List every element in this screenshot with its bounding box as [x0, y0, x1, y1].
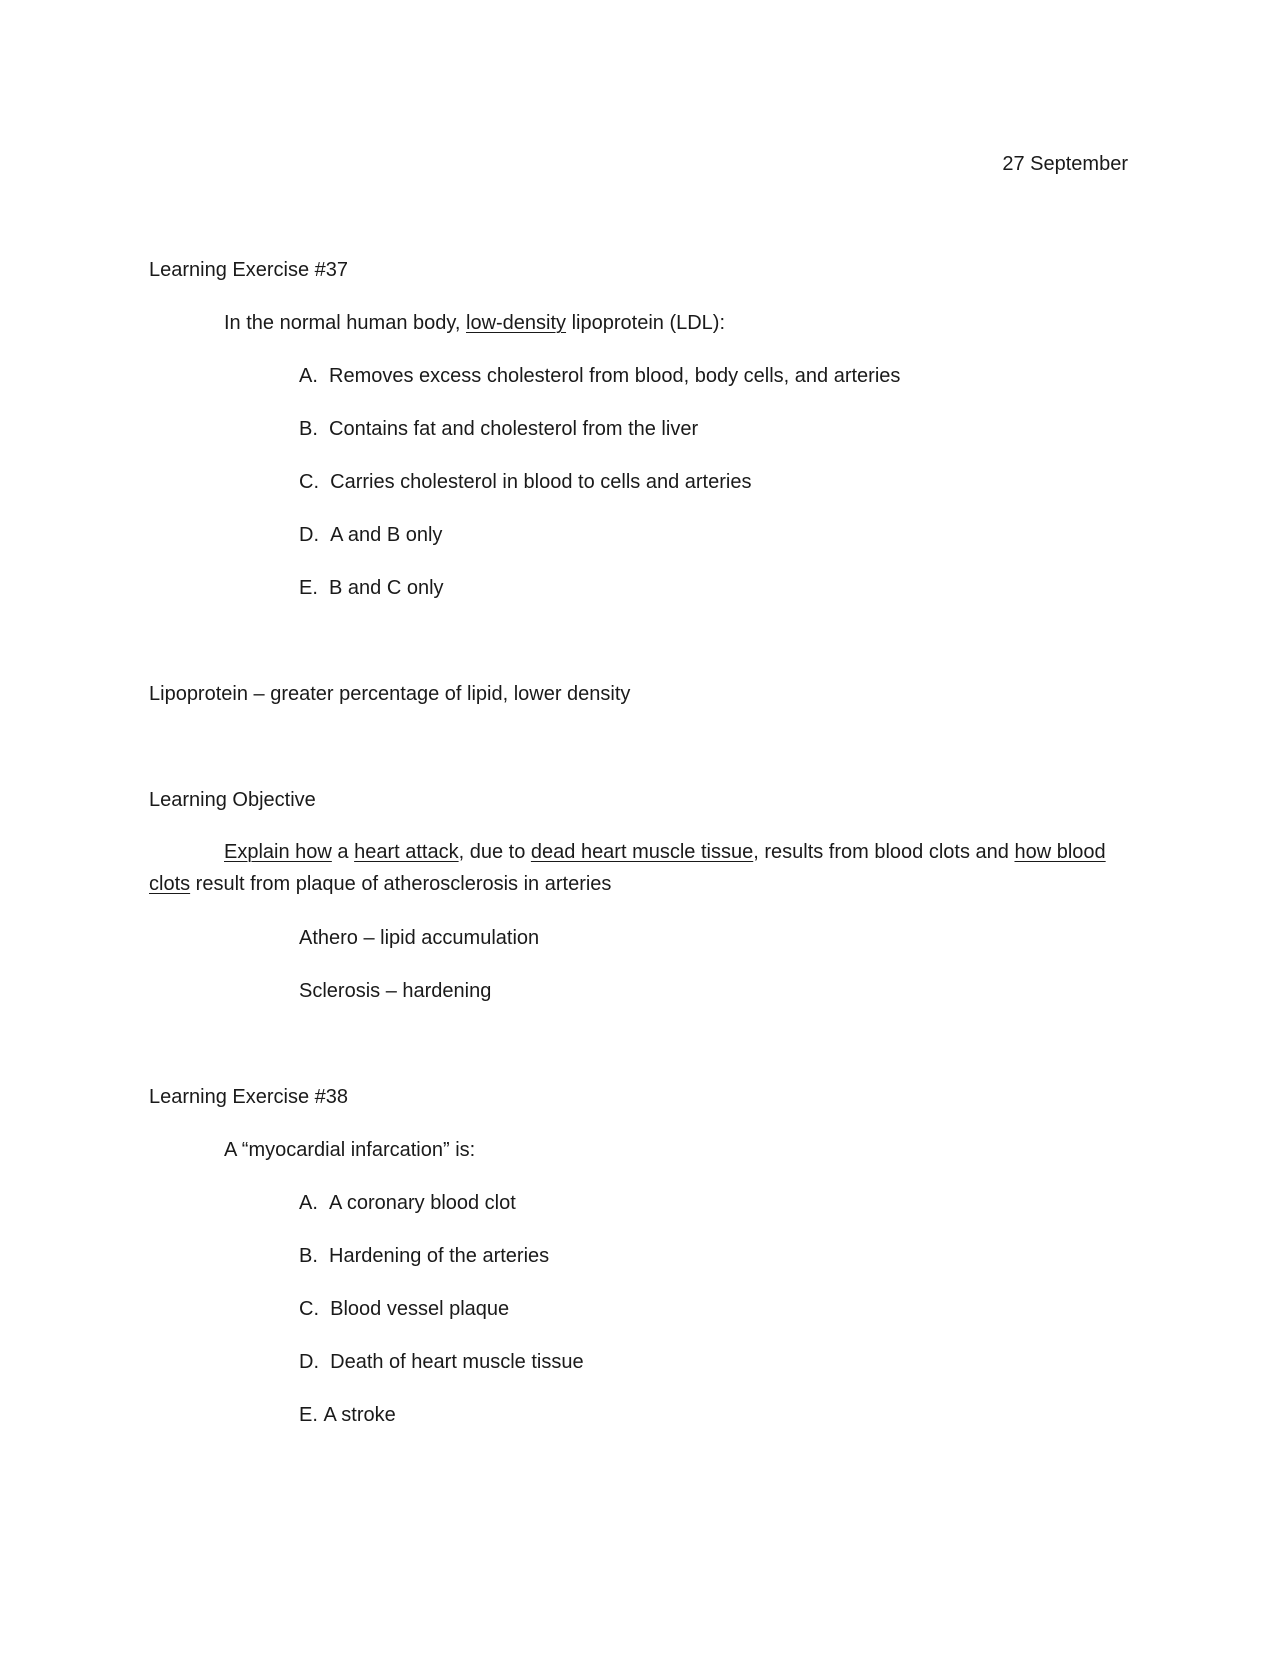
choice-letter: C. [299, 471, 319, 493]
exercise-38-choice-d [299, 1346, 584, 1378]
objective-underlined-4: how blood clots [149, 841, 1106, 895]
exercise-38-choice-a [299, 1187, 516, 1219]
exercise-37-choice-d [299, 519, 442, 551]
choice-text: Carries cholesterol in blood to cells and arteries [330, 471, 752, 493]
term-athero: Athero – lipid accumulation [299, 927, 540, 949]
choice-text: Hardening of the arteries [329, 1245, 550, 1267]
objective-underlined-3: dead heart muscle tissue [530, 841, 754, 863]
choice-text: Contains fat and cholesterol from the liver [329, 418, 699, 440]
objective-underlined-1: Explain how [224, 841, 332, 863]
objective-text-1: a [331, 841, 355, 863]
choice-letter: A. [299, 365, 318, 387]
exercise-38-title: Learning Exercise #38 [149, 1086, 349, 1108]
exercise-37-choice-a [299, 360, 900, 392]
date-heading: 27 September [1002, 153, 1128, 175]
choice-letter: E. [299, 1404, 318, 1426]
exercise-37-question [224, 307, 725, 339]
choice-text: Blood vessel plaque [330, 1298, 510, 1320]
objective-underlined-2: heart attack [354, 841, 459, 863]
choice-letter: B. [299, 418, 318, 440]
question-text: In the normal human body, [224, 312, 466, 334]
exercise-37-choice-c [299, 466, 751, 498]
choice-text: Removes excess cholesterol from blood, body cells, and arteries [329, 365, 901, 387]
choice-letter: D. [299, 1351, 319, 1373]
choice-letter: B. [299, 1245, 318, 1267]
exercise-38-choice-c [299, 1293, 509, 1325]
exercise-37-choice-e [299, 572, 444, 604]
objective-text-3: , results from blood clots and [753, 841, 1015, 863]
exercise-38-question: A “myocardial infarcation” is: [224, 1139, 476, 1161]
term-sclerosis: Sclerosis – hardening [299, 980, 492, 1002]
question-text-end: lipoprotein (LDL): [566, 312, 726, 334]
choice-text: B and C only [329, 577, 444, 599]
exercise-37-title: Learning Exercise #37 [149, 259, 349, 281]
exercise-37-choice-b [299, 413, 698, 445]
question-underlined-term: low-density [466, 312, 567, 334]
exercise-38-choice-b [299, 1240, 549, 1272]
learning-objective-title: Learning Objective [149, 789, 316, 811]
objective-text-4: result from plaque of atherosclerosis in arteries [190, 873, 612, 895]
learning-objective-text [149, 836, 1109, 900]
lipoprotein-note: Lipoprotein – greater percentage of lipid, lower density [149, 683, 631, 705]
choice-letter: D. [299, 524, 319, 546]
exercise-38-choice-e [299, 1399, 396, 1431]
objective-text-2: , due to [458, 841, 531, 863]
choice-text: A coronary blood clot [329, 1192, 516, 1214]
choice-text: A and B only [330, 524, 443, 546]
choice-text: A stroke [323, 1404, 396, 1426]
choice-letter: A. [299, 1192, 318, 1214]
choice-letter: E. [299, 577, 318, 599]
choice-letter: C. [299, 1298, 319, 1320]
choice-text: Death of heart muscle tissue [330, 1351, 584, 1373]
